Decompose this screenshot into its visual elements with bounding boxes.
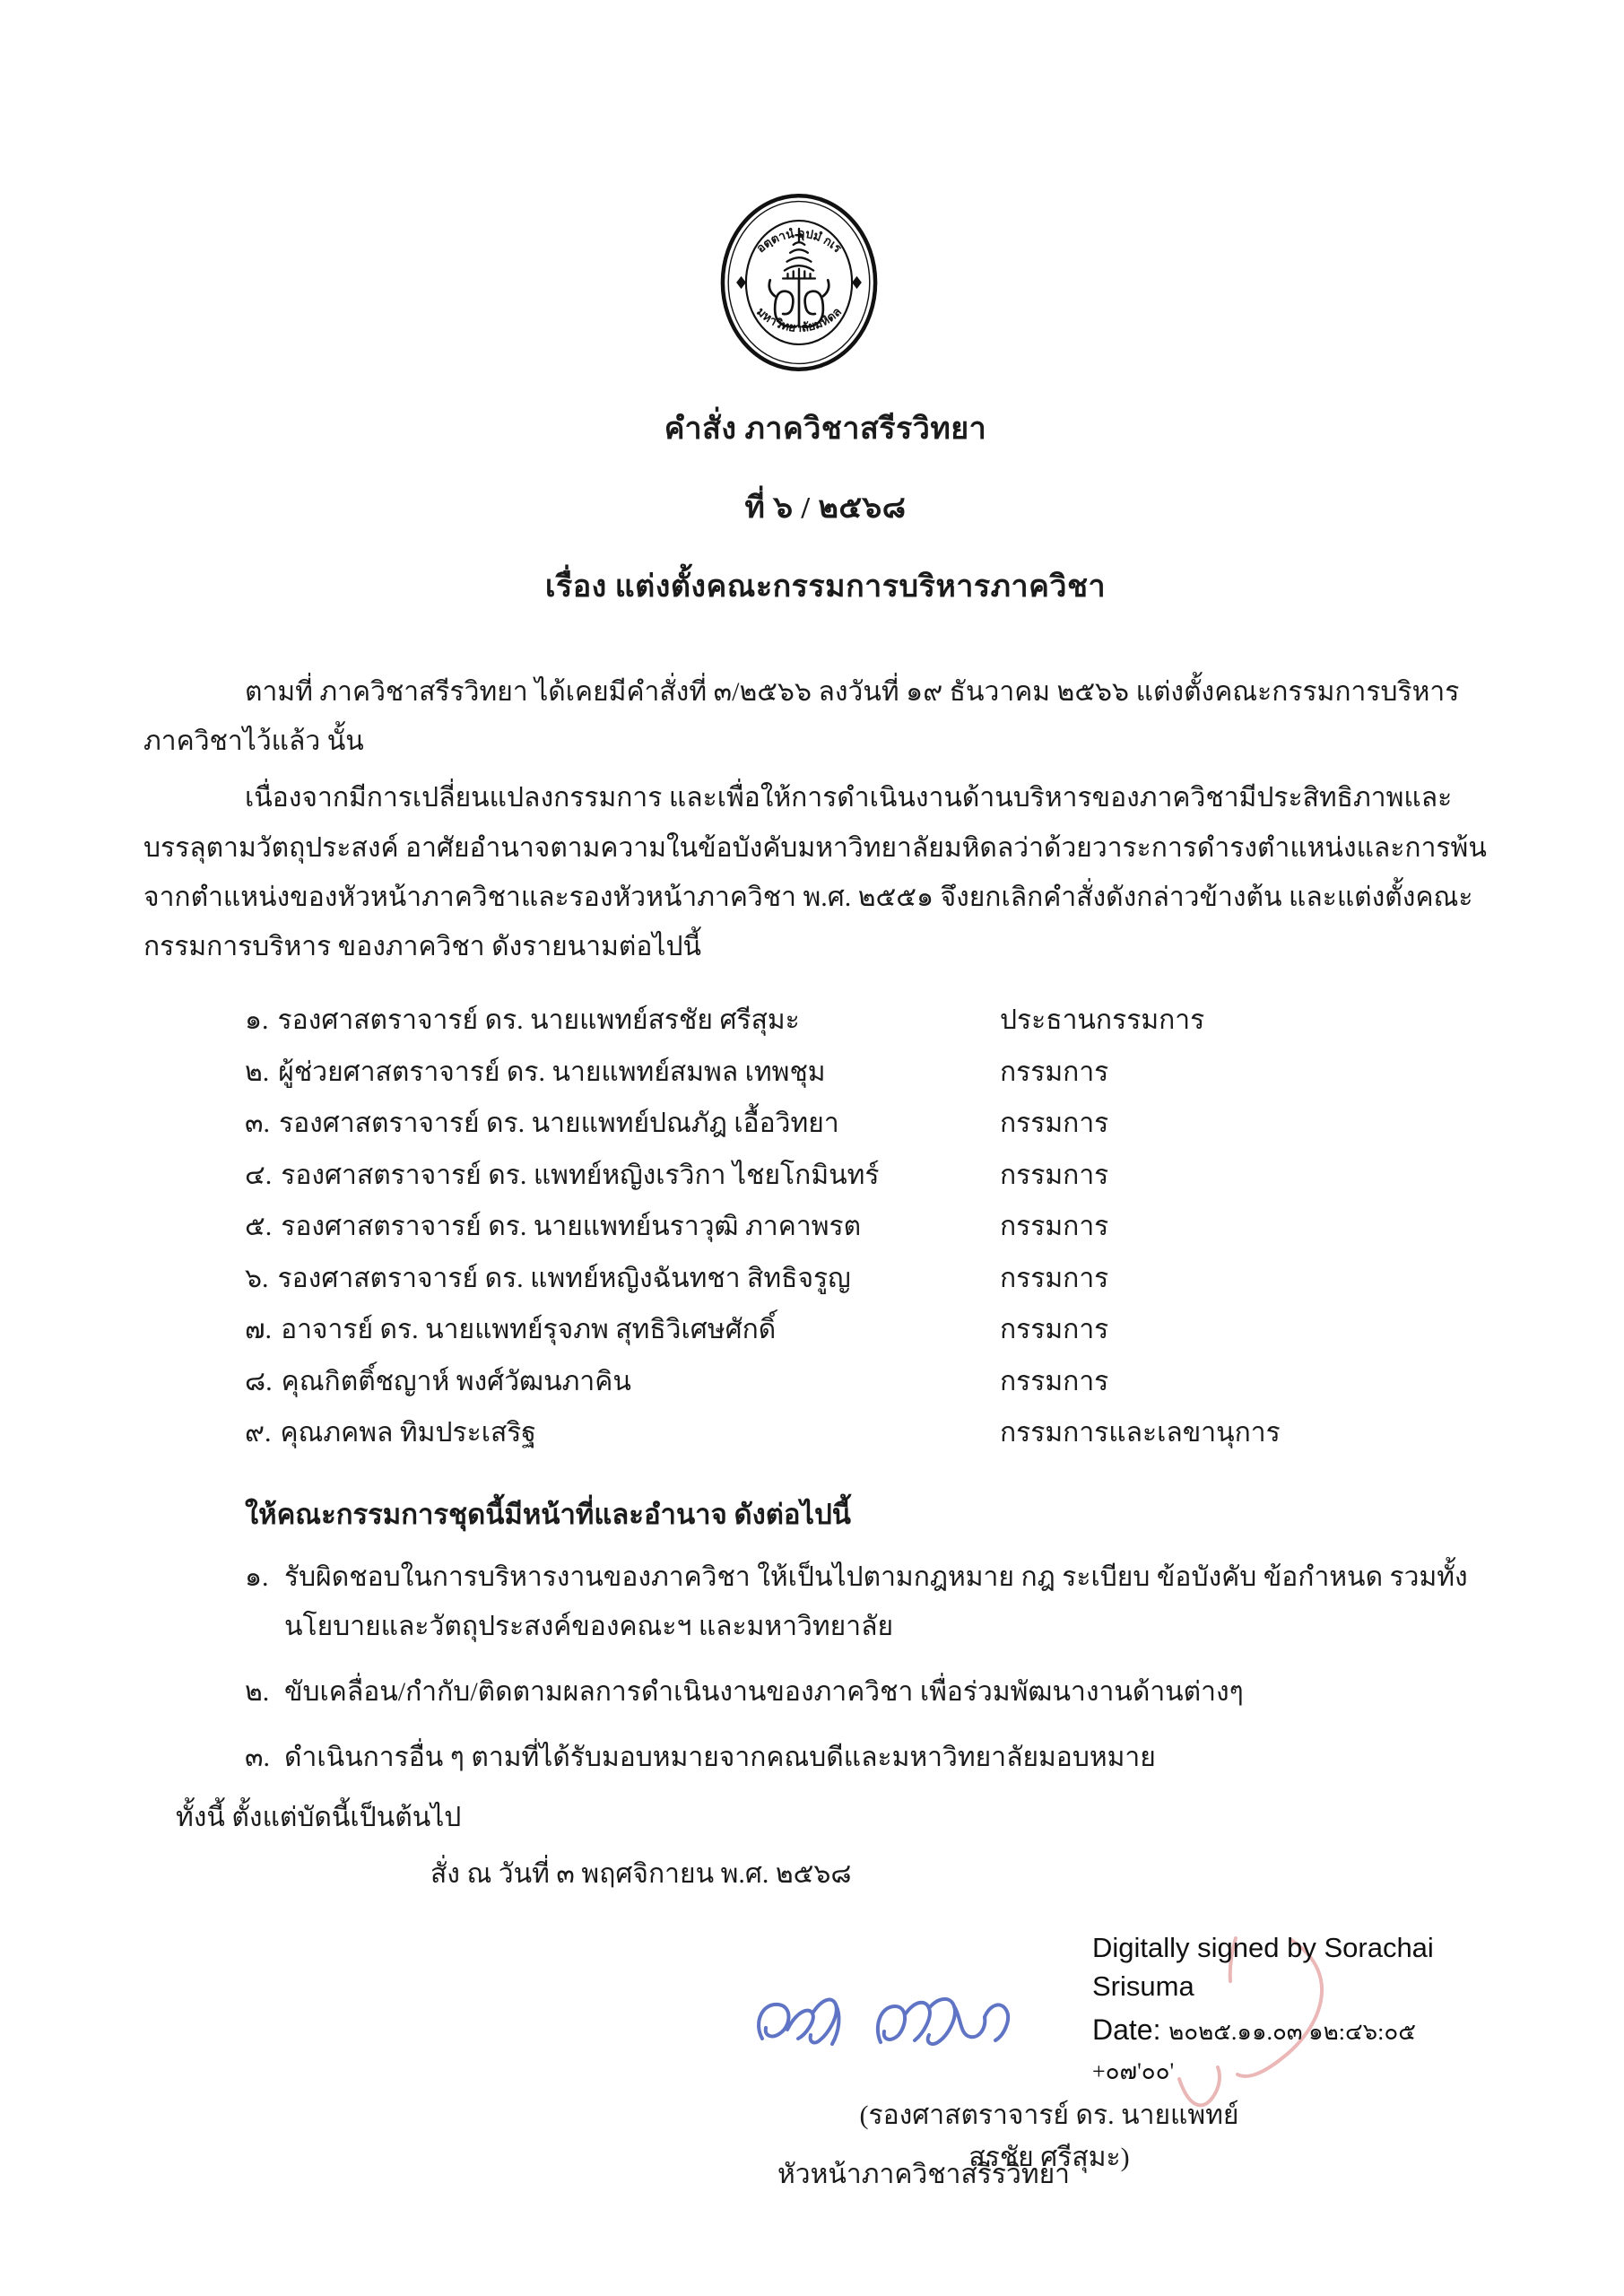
- duty-item: [143, 1733, 1507, 1782]
- committee-row: [143, 1047, 1507, 1099]
- committee-row: [143, 1407, 1507, 1459]
- committee-name: คุณภคพล ทิมประเสริฐ: [280, 1418, 536, 1448]
- mahidol-university-seal-icon: [718, 190, 880, 375]
- committee-role: กรรมการ: [1000, 1315, 1109, 1345]
- digital-signature-line1: Digitally signed by Sorachai: [1092, 1932, 1434, 1964]
- committee-number: ๕.: [245, 1212, 273, 1242]
- committee-number: ๖.: [245, 1263, 269, 1293]
- committee-name: รองศาสตราจารย์ ดร. นายแพทย์ปณภัฎ เอื้อวิทยา: [279, 1109, 839, 1139]
- committee-number: ๑.: [245, 1005, 269, 1036]
- committee-list: [143, 995, 1507, 1459]
- committee-row: [143, 1098, 1507, 1150]
- committee-number: ๘.: [245, 1366, 273, 1396]
- digital-signature-block: [1092, 1929, 1514, 2087]
- duties-heading: ให้คณะกรรมการชุดนี้มีหน้าที่และอำนาจ ดังต่อไปนี้: [245, 1498, 851, 1530]
- digital-signature-line2: Srisuma: [1092, 1970, 1194, 2003]
- digital-signature-date-row: [1092, 2010, 1514, 2050]
- committee-number: ๒.: [245, 1057, 270, 1087]
- committee-role: กรรมการ: [1000, 1263, 1109, 1293]
- signer-position: หัวหน้าภาควิชาสรีรวิทยา: [777, 2160, 1071, 2190]
- committee-name: รองศาสตราจารย์ ดร. แพทย์หญิงฉันทชา สิทธิจรูญ: [277, 1263, 851, 1293]
- duty-item: [143, 1667, 1507, 1717]
- committee-name: รองศาสตราจารย์ ดร. แพทย์หญิงเรวิกา ไชยโกมินทร์: [281, 1160, 880, 1190]
- committee-row: [143, 1201, 1507, 1253]
- effective-date-line: ทั้งนี้ ตั้งแต่บัดนี้เป็นต้นไป: [176, 1803, 462, 1833]
- committee-name: รองศาสตราจารย์ ดร. นายแพทย์นราวุฒิ ภาคาพรต: [281, 1212, 862, 1242]
- committee-name: รองศาสตราจารย์ ดร. นายแพทย์สรชัย ศรีสุมะ: [277, 1005, 800, 1036]
- paragraph-reference: ตามที่ ภาควิชาสรีรวิทยา ได้เคยมีคำสั่งที่ ๓/๒๕๖๖ ลงวันที่ ๑๙ ธันวาคม ๒๕๖๖ แต่งตั้งคณะกรรมการบริหารภาควิชาไว้แล้ว นั้น: [143, 677, 1460, 757]
- duty-text: ขับเคลื่อน/กำกับ/ติดตามผลการดำเนินงานของภาควิชา เพื่อร่วมพัฒนางานด้านต่างๆ: [284, 1677, 1244, 1707]
- duty-item: [143, 1552, 1507, 1651]
- signer-name: (รองศาสตราจารย์ ดร. นายแพทย์สรชัย ศรีสุมะ): [859, 2100, 1239, 2173]
- committee-row: [143, 995, 1507, 1047]
- committee-row: [143, 1253, 1507, 1305]
- emblem-container: [143, 0, 1507, 375]
- committee-name: ผู้ช่วยศาสตราจารย์ ดร. นายแพทย์สมพล เทพชุม: [278, 1057, 826, 1087]
- committee-row: [143, 1150, 1507, 1202]
- committee-number: ๙.: [245, 1418, 272, 1448]
- document-number: ที่ ๖ / ๒๕๖๘: [744, 491, 907, 525]
- committee-number: ๓.: [245, 1109, 271, 1139]
- document-subject: เรื่อง แต่งตั้งคณะกรรมการบริหารภาควิชา: [544, 570, 1107, 604]
- digital-date-value: ๒๐๒๕.๑๑.๐๓ ๑๒:๔๖:๐๕: [1168, 2018, 1416, 2045]
- committee-role: กรรมการ: [1000, 1109, 1109, 1139]
- committee-role: ประธานกรรมการ: [1000, 1005, 1205, 1036]
- committee-row: [143, 1356, 1507, 1408]
- paragraph-authority: เนื่องจากมีการเปลี่ยนแปลงกรรมการ และเพื่อให้การดำเนินงานด้านบริหารของภาควิชามีประสิทธิภาพและบรรลุตามวัตถุประสงค์ อาศัยอำนาจตามความในข้อบังคับมหาวิทยาลัยมหิดลว่าด้วยวาระการดำรงตำแหน่งและการพ้นจากตำแหน่งของหัวหน้าภาควิชาและรองหัวหน้าภาควิชา พ.ศ. ๒๕๕๑ จึงยกเลิกคำสั่งดังกล่าวข้างต้น และแต่งตั้งคณะกรรมการบริหาร ของภาควิชา ดังรายนามต่อไปนี้: [143, 783, 1487, 961]
- digital-date-label: Date:: [1092, 2013, 1161, 2046]
- digital-date-timezone: +๐๗'๐๐': [1092, 2057, 1175, 2084]
- duty-number: ๒.: [245, 1677, 270, 1707]
- committee-number: ๗.: [245, 1315, 273, 1345]
- handwritten-signature-icon: [746, 1960, 1051, 2085]
- committee-row: [143, 1304, 1507, 1356]
- order-date-line: สั่ง ณ วันที่ ๓ พฤศจิกายน พ.ศ. ๒๕๖๘: [430, 1859, 852, 1890]
- committee-name: คุณกิตติ์ชญาห์ พงศ์วัฒนภาคิน: [281, 1366, 631, 1396]
- duty-number: ๑.: [245, 1561, 269, 1592]
- committee-role: กรรมการ: [1000, 1366, 1109, 1396]
- committee-role: กรรมการ: [1000, 1057, 1109, 1087]
- committee-role: กรรมการและเลขานุการ: [1000, 1418, 1281, 1448]
- duty-text: รับผิดชอบในการบริหารงานของภาควิชา ให้เป็นไปตามกฎหมาย กฎ ระเบียบ ข้อบังคับ ข้อกำหนด รวมทั้งนโยบายและวัตถุประสงค์ของคณะฯ และมหาวิทยาลัย: [284, 1561, 1468, 1641]
- seal-top-text: อตฺตานํ อุปมํ กเร: [753, 226, 844, 256]
- signature-section: [143, 1922, 1507, 2227]
- committee-role: กรรมการ: [1000, 1212, 1109, 1242]
- document-title: คำสั่ง ภาควิชาสรีรวิทยา: [664, 413, 987, 446]
- committee-role: กรรมการ: [1000, 1160, 1109, 1190]
- duty-number: ๓.: [245, 1743, 271, 1773]
- committee-name: อาจารย์ ดร. นายแพทย์รุจภพ สุทธิวิเศษศักดิ์: [281, 1315, 777, 1345]
- seal-monogram-icon: [769, 279, 829, 327]
- committee-number: ๔.: [245, 1160, 273, 1190]
- seal-bottom-text: มหาวิทยาลัยมหิดล: [753, 304, 844, 335]
- duty-text: ดำเนินการอื่น ๆ ตามที่ได้รับมอบหมายจากคณบดีและมหาวิทยาลัยมอบหมาย: [284, 1743, 1156, 1773]
